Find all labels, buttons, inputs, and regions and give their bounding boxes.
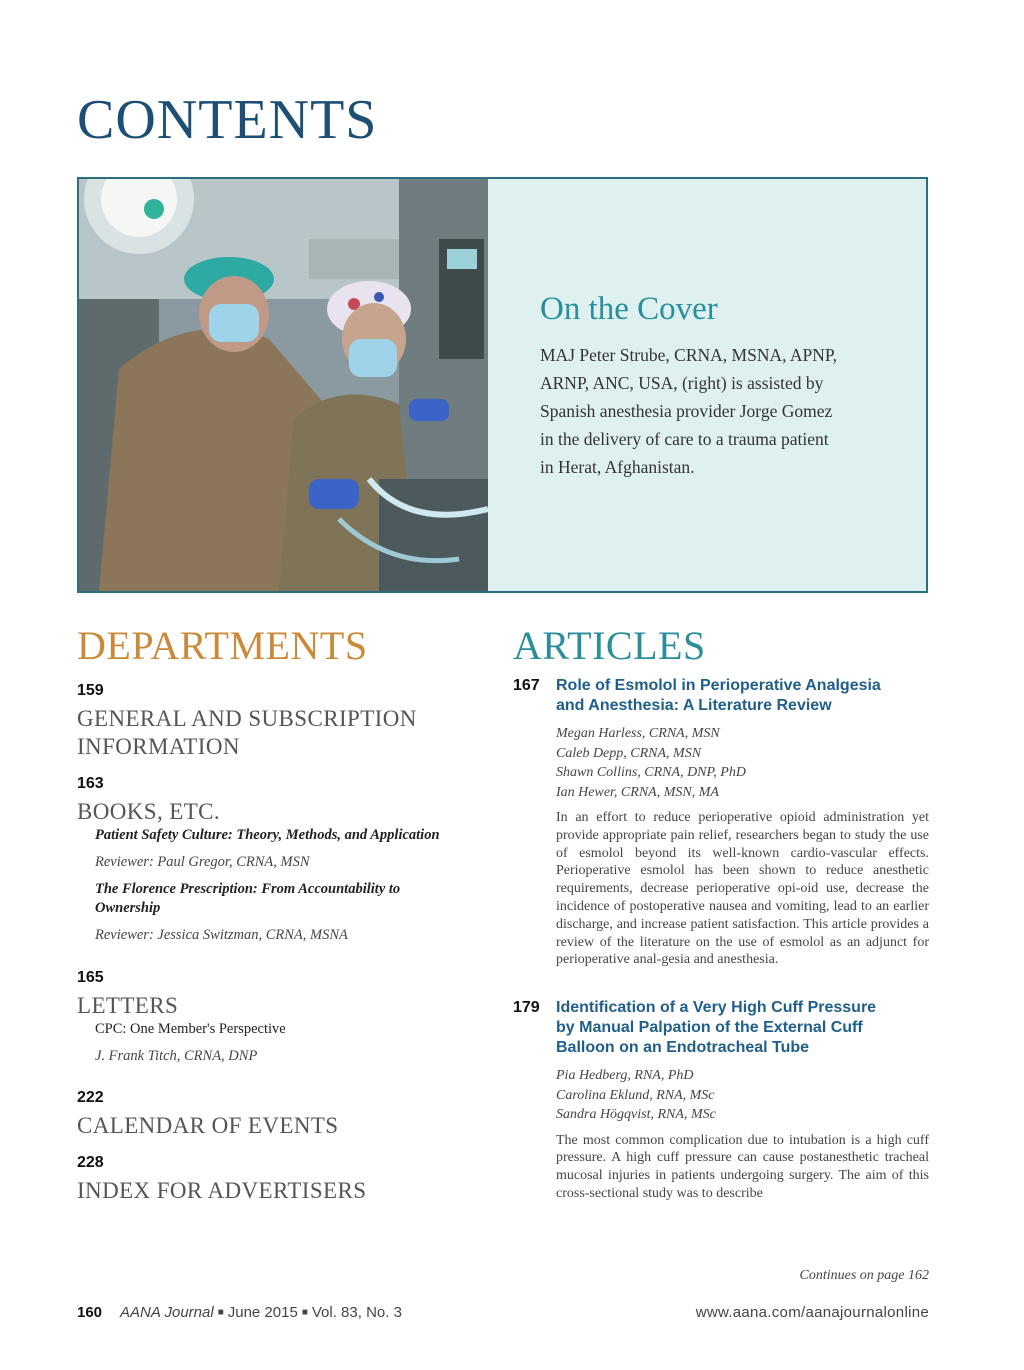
footer-url[interactable]: www.aana.com/aanajournalonline xyxy=(695,1304,929,1321)
department-title: BOOKS, ETC. xyxy=(77,799,221,824)
book-title xyxy=(95,880,487,918)
article-abstract: The most common complication due to intubation is a high cuff pressure. A high cuff pressure can cause postanesthetic tracheal mucosal injuries in patients undergoing surgery. The aim of this cross-sectional study was to describe xyxy=(556,1132,929,1201)
cover-caption-line: Spanish anesthesia provider Jorge Gomez xyxy=(540,401,833,422)
article-title[interactable] xyxy=(556,998,929,1058)
department-item[interactable] xyxy=(77,1089,487,1140)
article-title-line: Role of Esmolol in Perioperative Analgesia xyxy=(556,677,881,694)
cover-photo-illustration xyxy=(79,179,488,591)
cover-text xyxy=(540,291,880,481)
article-title[interactable] xyxy=(556,676,929,716)
footer-page-number: 160 xyxy=(77,1304,103,1321)
article-title-line: Identification of a Very High Cuff Pressure xyxy=(556,999,877,1016)
department-title-line: GENERAL AND SUBSCRIPTION xyxy=(77,706,417,731)
article-authors xyxy=(556,1066,929,1125)
department-title: INDEX FOR ADVERTISERS xyxy=(77,1178,367,1203)
bullet-icon: ■ xyxy=(217,1307,224,1318)
cover-caption-line: in Herat, Afghanistan. xyxy=(540,457,695,478)
author: Sandra Högqvist, RNA, MSc xyxy=(556,1107,716,1122)
journal-name: AANA Journal xyxy=(120,1304,214,1321)
cover-caption-line: MAJ Peter Strube, CRNA, MSNA, APNP, xyxy=(540,345,838,366)
departments-heading: DEPARTMENTS xyxy=(77,623,368,668)
cover-caption xyxy=(540,341,880,481)
department-page-number: 165 xyxy=(77,969,104,986)
letter-author: J. Frank Titch, CRNA, DNP xyxy=(95,1048,258,1064)
article-authors xyxy=(556,724,929,802)
department-page-number: 163 xyxy=(77,775,104,792)
continues-note: Continues on page 162 xyxy=(799,1268,929,1283)
department-item[interactable] xyxy=(77,1154,487,1205)
department-title-line: INFORMATION xyxy=(77,734,240,759)
department-title xyxy=(77,705,487,761)
article-title-line: and Anesthesia: A Literature Review xyxy=(556,697,832,714)
author: Carolina Eklund, RNA, MSc xyxy=(556,1087,715,1103)
cover-caption-line: ARNP, ANC, USA, (right) is assisted by xyxy=(540,373,824,394)
department-page-number: 228 xyxy=(77,1154,104,1171)
book-title: Patient Safety Culture: Theory, Methods, and Application xyxy=(95,827,440,843)
article-title-line: by Manual Palpation of the External Cuff xyxy=(556,1019,863,1036)
author: Shawn Collins, CRNA, DNP, PhD xyxy=(556,765,746,780)
author: Ian Hewer, CRNA, MSN, MA xyxy=(556,784,719,800)
letter-title: CPC: One Member's Perspective xyxy=(95,1021,286,1037)
cover-caption-line: in the delivery of care to a trauma patient xyxy=(540,429,829,450)
footer-left xyxy=(77,1304,402,1321)
department-item[interactable] xyxy=(77,969,487,1074)
book-reviewer: Reviewer: Paul Gregor, CRNA, MSN xyxy=(95,854,310,870)
letter-entry xyxy=(95,1020,487,1066)
article-abstract: In an effort to reduce perioperative opioid administration yet provide appropriate pain relief, researchers began to study the use of esmolol beyond its well-known cardio-vascular effects. Perioperative esmolol has been shown to reduce anesthetic requirements, decrease perioperative opi-oid use, decrease the incidence of postoperative nausea and vomiting, lead to an earlier discharge, and increase patient satisfaction. This article provides a review of the literature on the use of esmolol as an adjunct for perioperative anal-gesia and anesthesia. xyxy=(556,810,929,968)
book-title-line: The Florence Prescription: From Accountability to xyxy=(95,881,401,897)
book-title-line: Ownership xyxy=(95,900,161,916)
author: Caleb Depp, CRNA, MSN xyxy=(556,745,702,761)
department-item[interactable] xyxy=(77,775,487,953)
author: Pia Hedberg, RNA, PhD xyxy=(556,1068,694,1083)
author: Megan Harless, CRNA, MSN xyxy=(556,726,720,741)
articles-heading: ARTICLES xyxy=(513,623,706,668)
page-title: CONTENTS xyxy=(77,89,378,151)
cover-box xyxy=(77,177,928,593)
department-item[interactable] xyxy=(77,682,487,761)
bullet-icon: ■ xyxy=(301,1307,308,1318)
article-entry[interactable] xyxy=(513,998,929,1203)
article-title-line: Balloon on an Endotracheal Tube xyxy=(556,1039,810,1056)
cover-heading: On the Cover xyxy=(540,291,718,327)
department-page-number: 159 xyxy=(77,682,104,699)
article-page-number: 167 xyxy=(513,677,540,694)
book-reviews xyxy=(95,826,487,945)
issue-date: June 2015 xyxy=(227,1304,298,1321)
article-page-number: 179 xyxy=(513,999,540,1016)
book-reviewer: Reviewer: Jessica Switzman, CRNA, MSNA xyxy=(95,927,348,943)
department-page-number: 222 xyxy=(77,1089,104,1106)
article-entry[interactable] xyxy=(513,676,929,969)
volume: Vol. 83, No. 3 xyxy=(311,1304,402,1321)
cover-photo xyxy=(79,179,488,591)
department-title: LETTERS xyxy=(77,993,179,1018)
department-title: CALENDAR OF EVENTS xyxy=(77,1113,339,1138)
